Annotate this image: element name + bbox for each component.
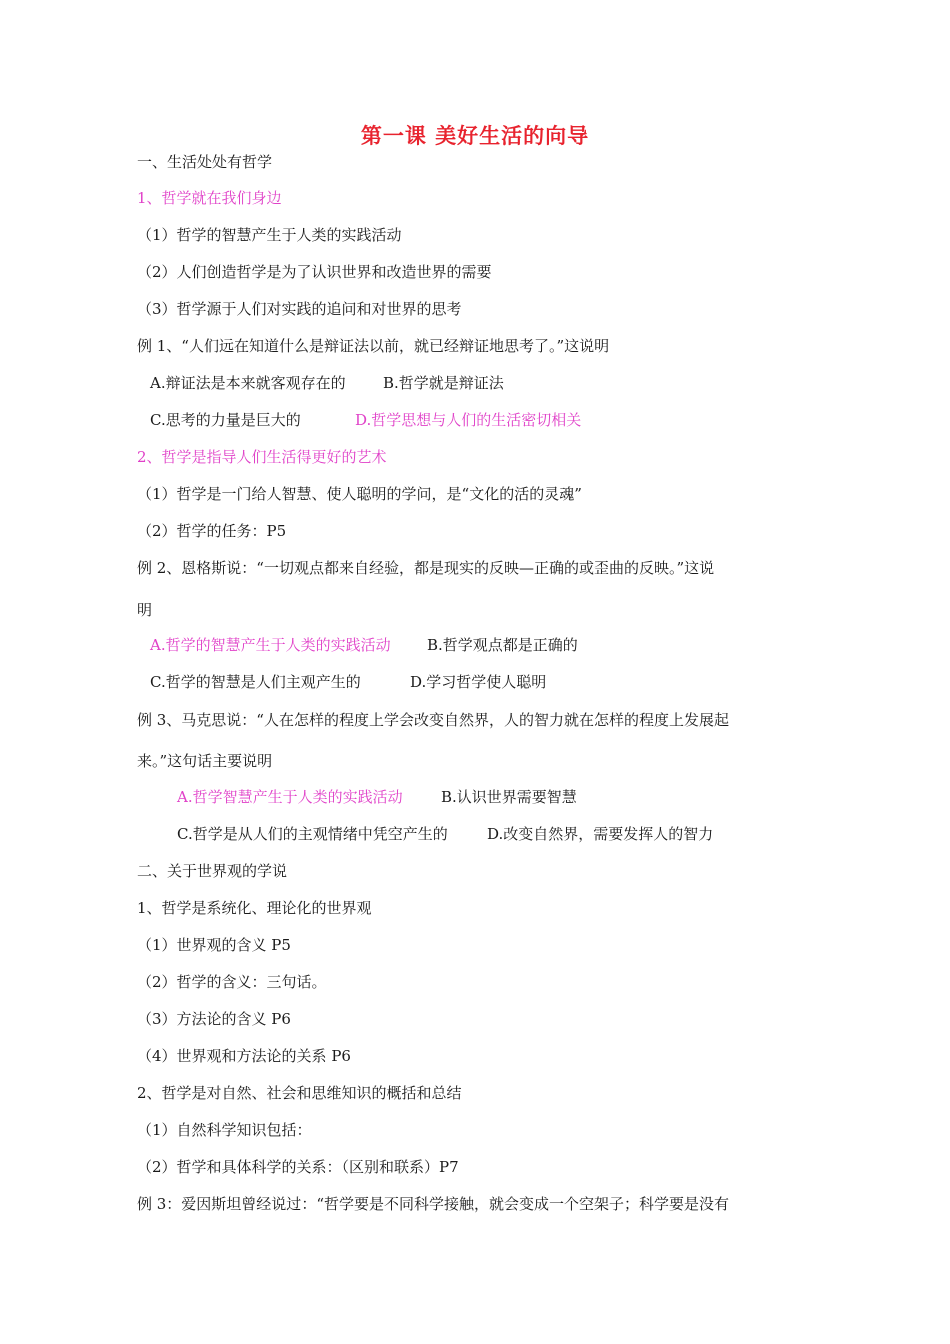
- example-1-option-b: B.哲学就是辩证法: [383, 374, 504, 392]
- example-3b-question: 例 3：爱因斯坦曾经说过：“哲学要是不同科学接触，就会变成一个空架子；科学要是没有: [137, 1195, 729, 1213]
- section-heading-2: 二、关于世界观的学说: [137, 862, 288, 880]
- example-3-question-cont: 来。”这句话主要说明: [137, 752, 273, 770]
- example-3-option-c: C.哲学是从人们的主观情绪中凭空产生的: [177, 825, 448, 843]
- subheading-1-2: 2、哲学是指导人们生活得更好的艺术: [137, 448, 387, 466]
- point-1-1-3: （3）哲学源于人们对实践的追问和对世界的思考: [137, 300, 462, 318]
- point-1-1-2: （2）人们创造哲学是为了认识世界和改造世界的需要: [137, 263, 492, 281]
- page-title: 第一课 美好生活的向导: [360, 123, 590, 148]
- example-2-question: 例 2、恩格斯说：“一切观点都来自经验，都是现实的反映—正确的或歪曲的反映。”这说: [137, 559, 715, 577]
- point-2-1-2: （2）哲学的含义：三句话。: [137, 973, 327, 991]
- subheading-2-1: 1、哲学是系统化、理论化的世界观: [137, 899, 372, 917]
- point-1-2-1: （1）哲学是一门给人智慧、使人聪明的学问，是“文化的活的灵魂”: [137, 485, 582, 503]
- example-2-option-d: D.学习哲学使人聪明: [410, 673, 547, 691]
- section-heading-1: 一、生活处处有哲学: [137, 153, 273, 171]
- example-1-question: 例 1、“人们远在知道什么是辩证法以前，就已经辩证地思考了。”这说明: [137, 337, 610, 355]
- point-2-1-1: （1）世界观的含义 P5: [137, 936, 291, 954]
- point-2-2-2: （2）哲学和具体科学的关系：（区别和联系）P7: [137, 1158, 459, 1176]
- example-3-option-d: D.改变自然界，需要发挥人的智力: [487, 825, 714, 843]
- subheading-1-1: 1、哲学就在我们身边: [137, 189, 282, 207]
- point-2-2-1: （1）自然科学知识包括：: [137, 1121, 312, 1139]
- subheading-2-2: 2、哲学是对自然、社会和思维知识的概括和总结: [137, 1084, 462, 1102]
- example-1-option-a: A.辩证法是本来就客观存在的: [150, 374, 346, 392]
- example-3-option-a: A.哲学智慧产生于人类的实践活动: [177, 788, 403, 806]
- example-2-option-b: B.哲学观点都是正确的: [427, 636, 578, 654]
- point-1-2-2: （2）哲学的任务：P5: [137, 522, 287, 540]
- point-1-1-1: （1）哲学的智慧产生于人类的实践活动: [137, 226, 402, 244]
- example-3-question: 例 3、马克思说：“人在怎样的程度上学会改变自然界，人的智力就在怎样的程度上发展起: [137, 711, 729, 729]
- example-3-option-b: B.认识世界需要智慧: [441, 788, 577, 806]
- example-2-option-a: A.哲学的智慧产生于人类的实践活动: [150, 636, 391, 654]
- example-1-option-c: C.思考的力量是巨大的: [150, 411, 301, 429]
- point-2-1-3: （3）方法论的含义 P6: [137, 1010, 291, 1028]
- example-2-option-c: C.哲学的智慧是人们主观产生的: [150, 673, 361, 691]
- example-2-question-cont: 明: [137, 601, 153, 619]
- example-1-option-d: D.哲学思想与人们的生活密切相关: [355, 411, 582, 429]
- point-2-1-4: （4）世界观和方法论的关系 P6: [137, 1047, 351, 1065]
